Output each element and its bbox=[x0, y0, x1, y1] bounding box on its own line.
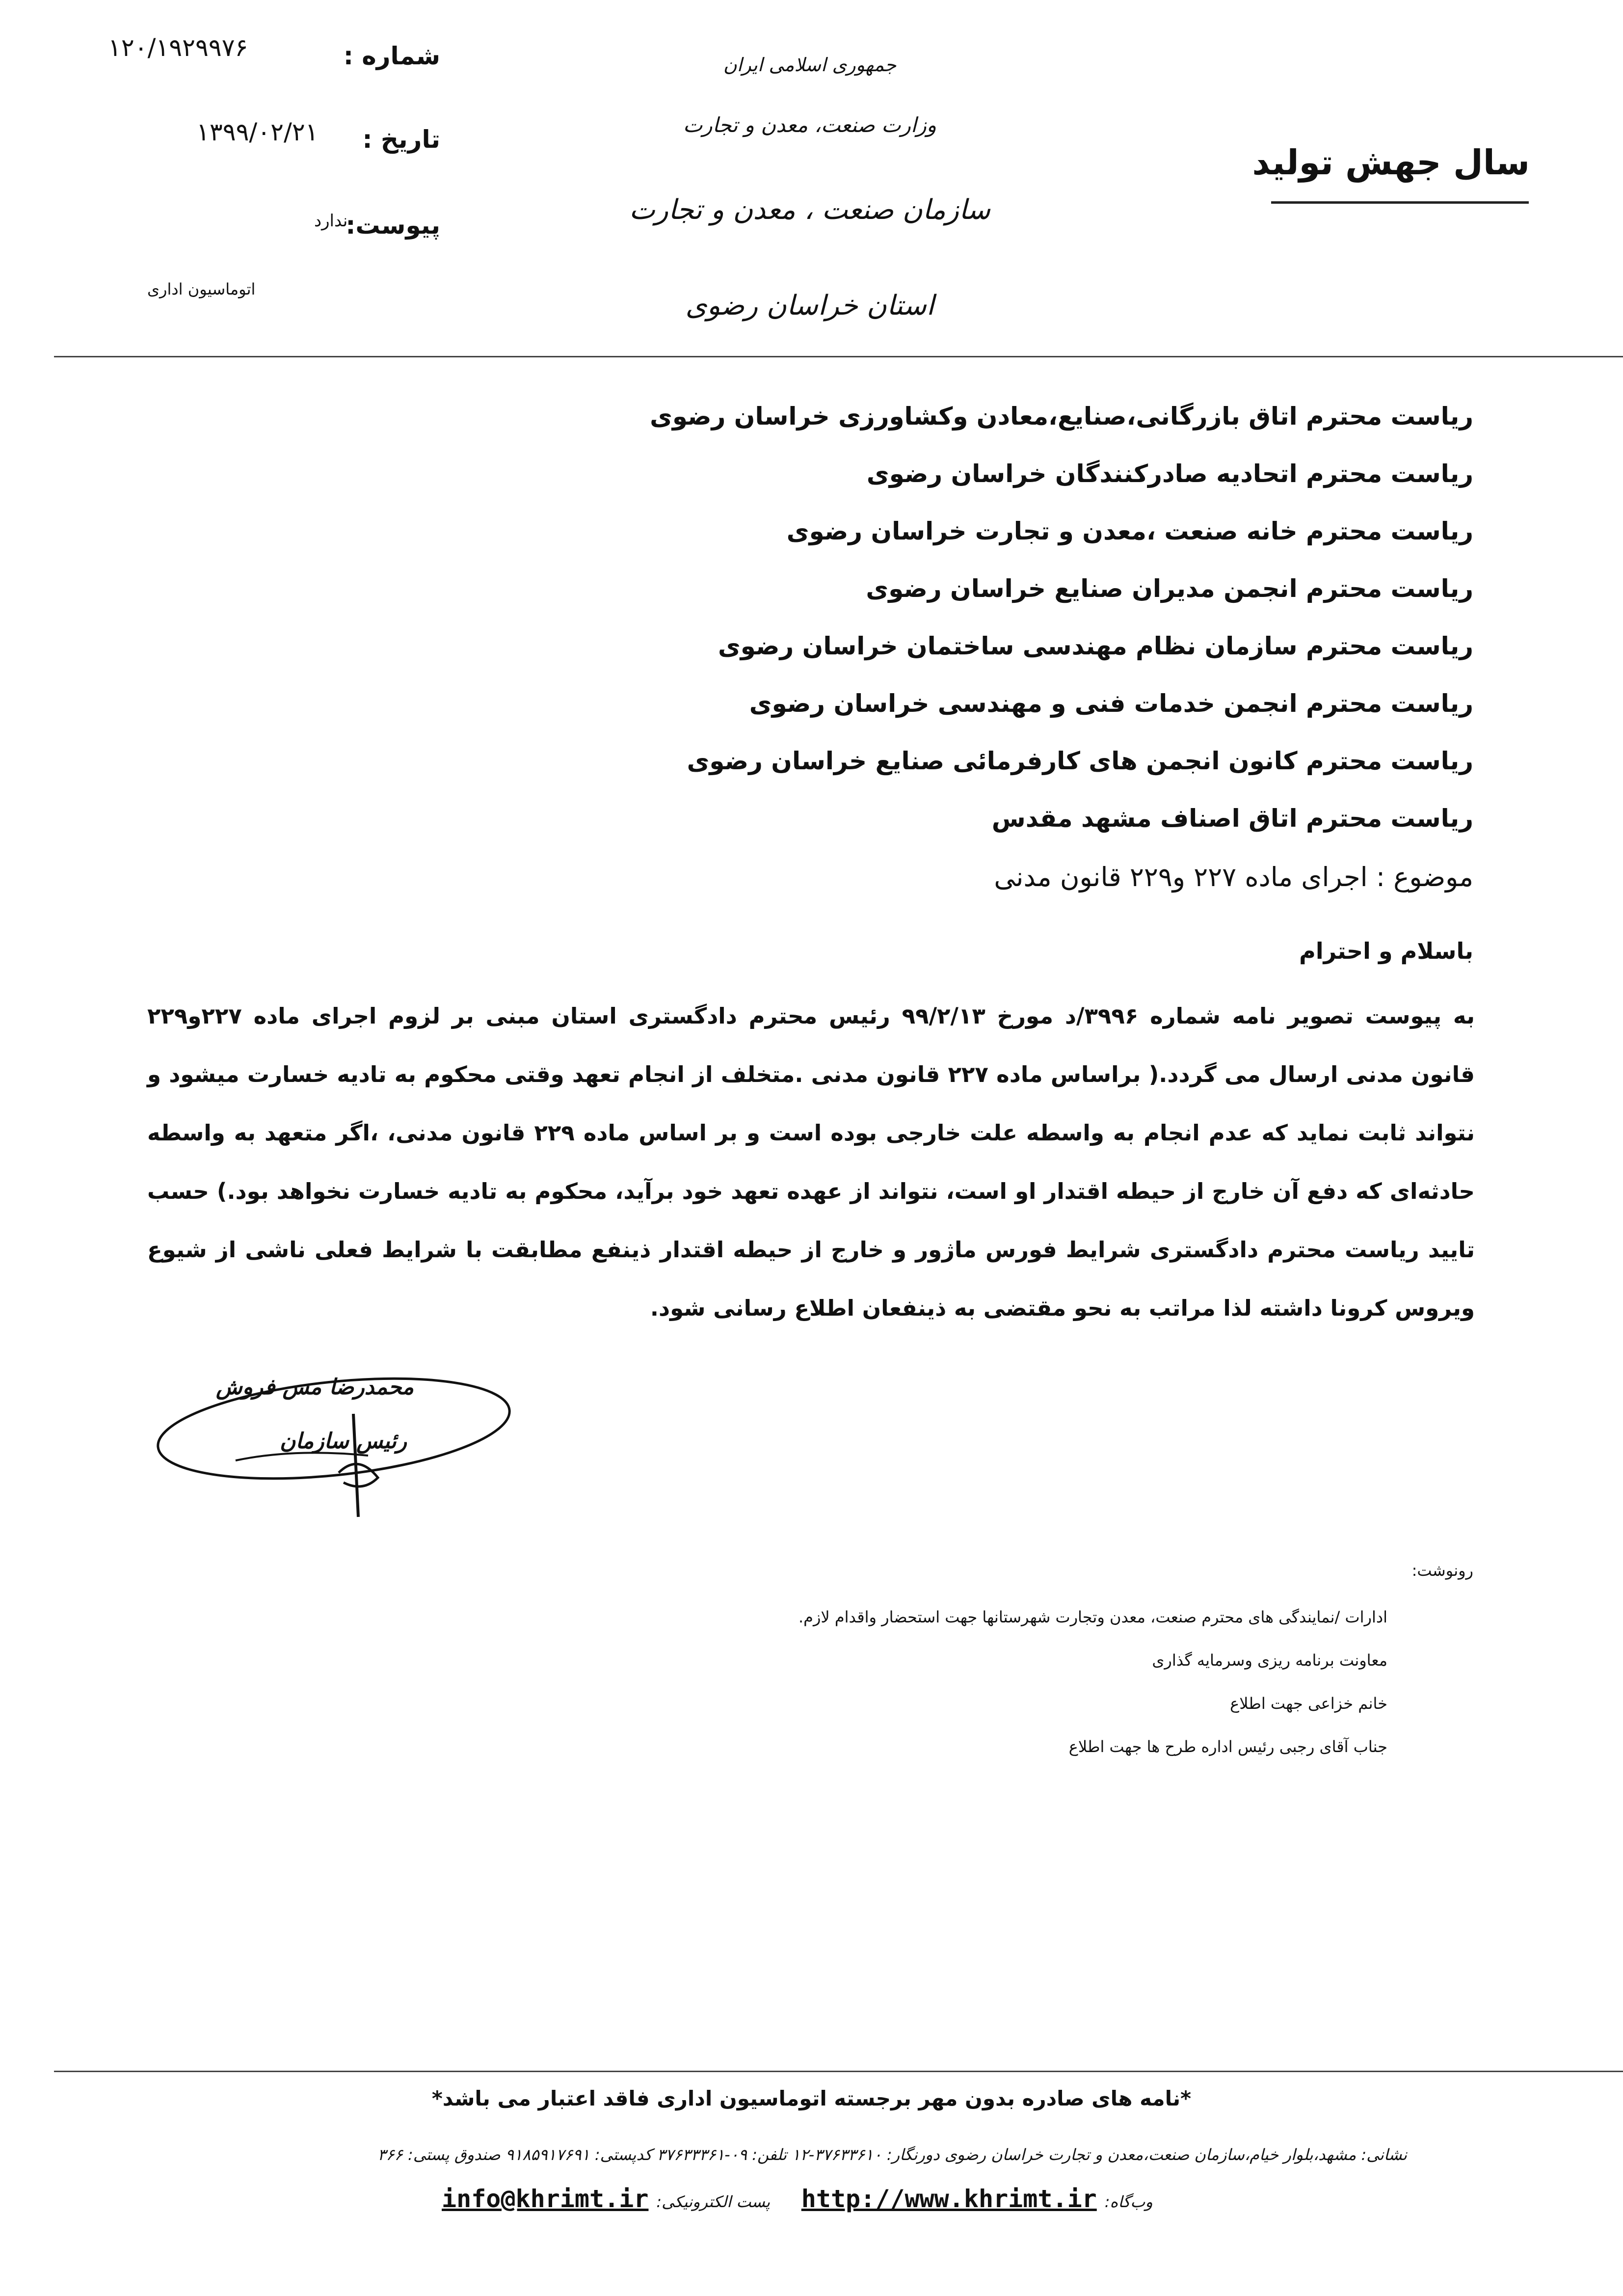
addressee-line: ریاست محترم انجمن مدیران صنایع خراسان رضوی bbox=[866, 574, 1473, 603]
copies-list bbox=[798, 1595, 1387, 1768]
attachment-label: پیوست: bbox=[346, 211, 440, 240]
letterhead-line: سازمان صنعت ، معدن و تجارت bbox=[629, 194, 990, 226]
automation-caption: اتوماسیون اداری bbox=[147, 280, 256, 298]
slogan-underline bbox=[1271, 201, 1529, 204]
copy-recipient: جناب آقای رجبی رئیس اداره طرح ها جهت اطلاع bbox=[1068, 1737, 1387, 1756]
addressee-line: ریاست محترم اتاق اصناف مشهد مقدس bbox=[991, 804, 1473, 833]
office-address: نشانی: مشهد،بلوار خیام،سازمان صنعت،معدن و تجارت خراسان رضوی دورنگار: ۳۷۶۳۳۶۱۰-۱۲ تلفن: ۰۹-۳۷۶۳۳۳۶۱ کدپستی: ۹۱۸۵۹۱۷۶۹۱ صندوق پستی: ۳۶۶ bbox=[377, 2145, 1407, 2164]
addressee-line: ریاست محترم کانون انجمن های کارفرمائی صنایع خراسان رضوی bbox=[687, 747, 1473, 775]
letter-number-value: ۱۲۰/۱۹۲۹۹۷۶ bbox=[108, 33, 248, 62]
copy-recipient: معاونت برنامه ریزی وسرمایه گذاری bbox=[1152, 1651, 1387, 1670]
copy-recipient: خانم خزاعی جهت اطلاع bbox=[1230, 1694, 1387, 1713]
addressee-line: ریاست محترم سازمان نظام مهندسی ساختمان خراسان رضوی bbox=[718, 632, 1473, 660]
letterhead-line: وزارت صنعت، معدن و تجارت bbox=[683, 113, 937, 137]
website-link[interactable]: http://www.khrimt.ir bbox=[801, 2185, 1097, 2213]
letterhead-line: استان خراسان رضوی bbox=[685, 290, 934, 322]
letter-subject: موضوع : اجرای ماده ۲۲۷ و۲۲۹ قانون مدنی bbox=[994, 862, 1473, 892]
header-divider bbox=[54, 356, 1623, 357]
attachment-value: ندارد bbox=[314, 211, 348, 231]
letter-number-label: شماره : bbox=[343, 42, 440, 70]
addressee-line: ریاست محترم اتاق بازرگانی،صنایع،معادن وکشاورزی خراسان رضوی bbox=[650, 402, 1473, 431]
signer-title: رئیس سازمان bbox=[280, 1429, 407, 1454]
contact-links bbox=[442, 2185, 1153, 2213]
addressee-line: ریاست محترم خانه صنعت ،معدن و تجارت خراسان رضوی bbox=[786, 517, 1473, 545]
email-link[interactable]: info@khrimt.ir bbox=[442, 2185, 649, 2213]
addressee-list bbox=[650, 388, 1473, 847]
letter-greeting: باسلام و احترام bbox=[1299, 938, 1473, 964]
addressee-line: ریاست محترم اتحادیه صادرکنندگان خراسان رضوی bbox=[866, 459, 1473, 488]
letter-date-value: ۱۳۹۹/۰۲/۲۱ bbox=[196, 118, 319, 146]
footer-divider bbox=[54, 2071, 1623, 2072]
email-label: پست الکترونیکی: bbox=[656, 2192, 771, 2211]
validity-notice: *نامه های صادره بدون مهر برجسته اتوماسیون اداری فاقد اعتبار می باشد* bbox=[431, 2086, 1192, 2110]
letter-date-label: تاریخ : bbox=[362, 125, 440, 154]
copy-recipient: ادارات /نمایندگی های محترم صنعت، معدن وتجارت شهرستانها جهت استحضار واقدام لازم. bbox=[798, 1608, 1387, 1626]
addressee-line: ریاست محترم انجمن خدمات فنی و مهندسی خراسان رضوی bbox=[749, 689, 1473, 718]
website-label: وب‌گاه: bbox=[1104, 2192, 1153, 2211]
copies-label: رونوشت: bbox=[1411, 1561, 1473, 1580]
signer-name: محمدرضا مس فروش bbox=[216, 1375, 414, 1400]
letter-body: به پیوست تصویر نامه شماره ۳۹۹۶/د مورخ ۹۹/۲/۱۳ رئیس محترم دادگستری استان مبنی بر لزوم اجرای ماده ۲۲۷و۲۲۹ قانون مدنی ارسال می گردد.( براساس ماده ۲۲۷ قانون مدنی .متخلف از انجام تعهد وقتی محکوم به تادیه خسارت میشود و نتواند ثابت نماید که عدم انجام به واسطه علت خارجی بوده است و بر اساس ماده ۲۲۹ قانون مدنی، ،اگر متعهد به واسطه حادثه‌ای که دفع آن خارج از حیطه اقتدار او است، نتواند از عهده تعهد خود برآید، محکوم به تادیه خسارت نخواهد بود.) حسب تایید ریاست محترم دادگستری شرایط فورس ماژور و خارج از حیطه اقتدار ذینفع مطابقت با شرایط فعلی ناشی از شیوع ویروس کرونا داشته لذا مراتب به نحو مقتضی به ذینفعان اطلاع رسانی شود. bbox=[147, 1003, 1475, 1321]
year-slogan: سال جهش تولید bbox=[1252, 142, 1530, 183]
letterhead-line: جمهوری اسلامی ایران bbox=[723, 54, 897, 76]
